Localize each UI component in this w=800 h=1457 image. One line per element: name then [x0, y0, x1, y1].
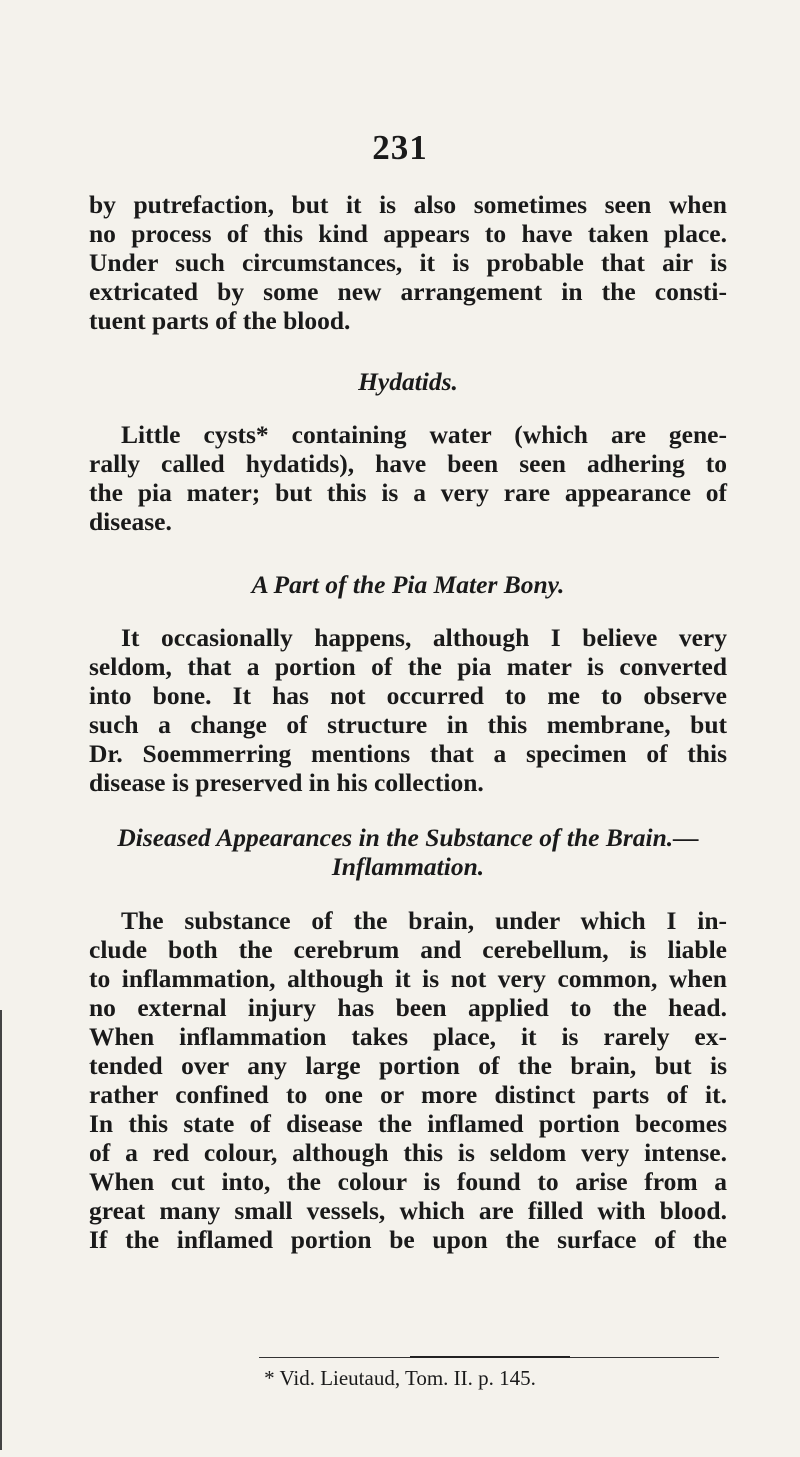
paragraph-3 — [89, 623, 727, 797]
text-line: When inflammation takes place, it is rarely ex- — [89, 1022, 727, 1051]
section-heading-hydatids: Hydatids. — [358, 367, 458, 396]
text-line: of a red colour, although this is seldom very intense. — [89, 1138, 727, 1167]
text-line: tended over any large portion of the brain, but is — [89, 1051, 727, 1080]
text-line: the pia mater; but this is a very rare appearance of — [89, 478, 727, 507]
text-line: rally called hydatids), have been seen adhering to — [89, 449, 727, 478]
text-line: Little cysts* containing water (which are gene- — [121, 420, 727, 449]
text-line: Dr. Soemmerring mentions that a specimen of this — [89, 739, 727, 768]
section-heading-pia-mater-bony: A Part of the Pia Mater Bony. — [251, 570, 565, 599]
text-line: such a change of structure in this membrane, but — [89, 710, 727, 739]
text-line: by putrefaction, but it is also sometimes seen when — [89, 190, 727, 219]
text-line: disease. — [89, 507, 172, 536]
text-line: The substance of the brain, under which I in- — [121, 906, 727, 935]
page-number: 231 — [372, 128, 428, 167]
text-line: It occasionally happens, although I believe very — [121, 623, 727, 652]
text-line: Under such circumstances, it is probable that air is — [89, 248, 727, 277]
text-line: clude both the cerebrum and cerebellum, is liable — [89, 935, 727, 964]
text-line: no external injury has been applied to the head. — [89, 993, 727, 1022]
text-line: seldom, that a portion of the pia mater is converted — [89, 652, 727, 681]
footnote-rule-accent — [410, 1356, 570, 1358]
text-line: In this state of disease the inflamed portion becomes — [89, 1109, 727, 1138]
text-line: into bone. It has not occurred to me to observe — [89, 681, 727, 710]
text-line: If the inflamed portion be upon the surface of the — [89, 1225, 727, 1254]
paragraph-1 — [89, 190, 727, 335]
heading-line: Inflammation. — [331, 852, 485, 881]
paragraph-4 — [89, 906, 727, 1254]
text-line: great many small vessels, which are filled with blood. — [89, 1196, 727, 1225]
text-line: no process of this kind appears to have taken place. — [89, 219, 727, 248]
heading-line: Diseased Appearances in the Substance of the Brain.— — [117, 823, 699, 852]
section-heading-diseased-appearances — [89, 823, 727, 881]
text-line: rather confined to one or more distinct parts of it. — [89, 1080, 727, 1109]
text-line: disease is preserved in his collection. — [89, 768, 484, 797]
footnote: * Vid. Lieutaud, Tom. II. p. 145. — [264, 1366, 536, 1390]
text-line: extricated by some new arrangement in the consti- — [89, 277, 727, 306]
text-line: to inflammation, although it is not very common, when — [89, 964, 727, 993]
paragraph-2 — [89, 420, 727, 536]
page-edge — [0, 1010, 2, 1450]
text-line: When cut into, the colour is found to arise from a — [89, 1167, 727, 1196]
text-line: tuent parts of the blood. — [89, 306, 351, 335]
